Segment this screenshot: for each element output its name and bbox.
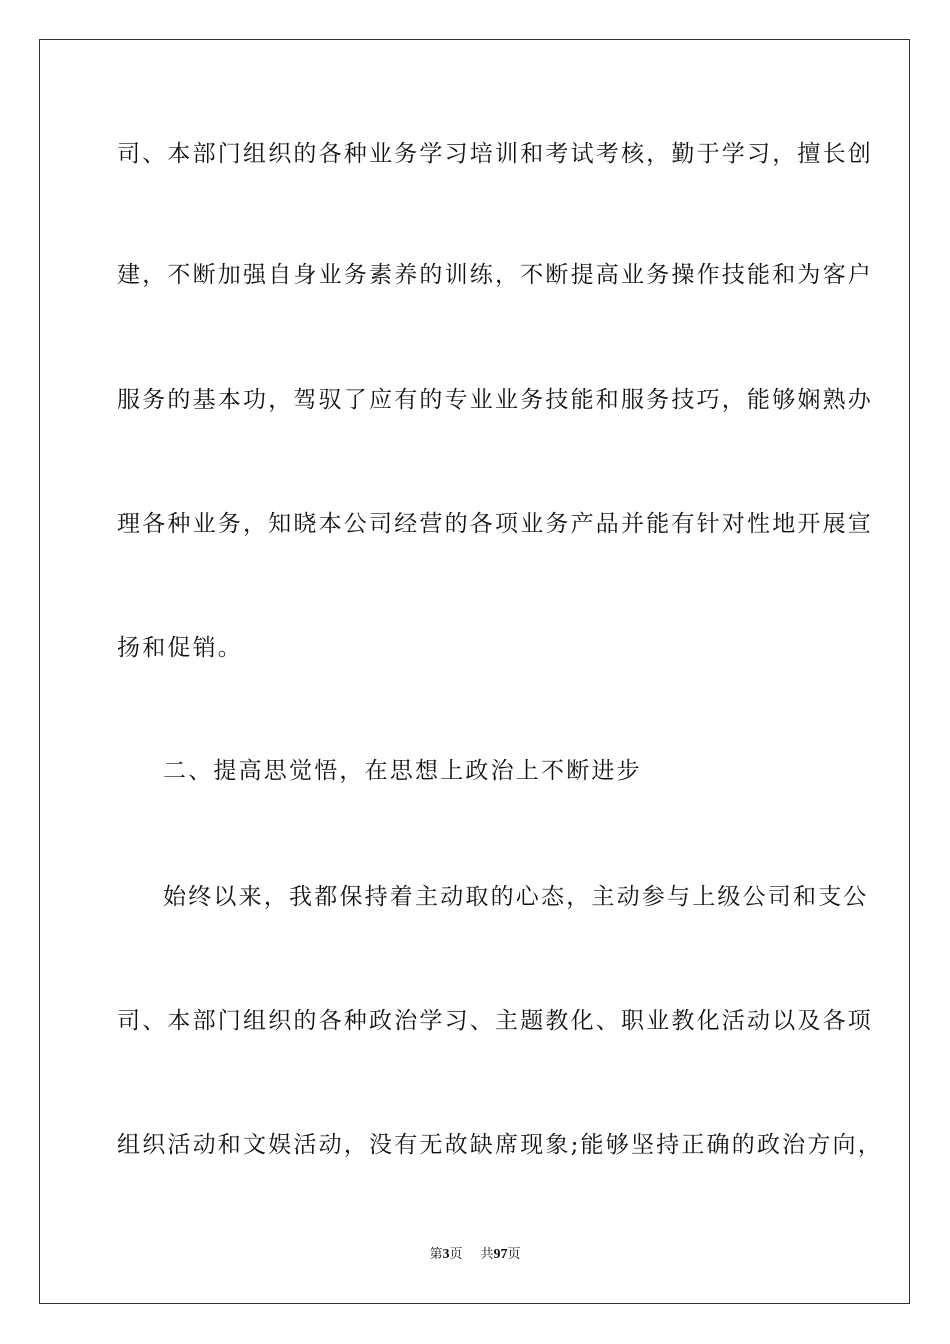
text-line-3: 服务的基本功，驾驭了应有的专业业务技能和服务技巧，能够娴熟办 [117, 387, 873, 413]
total-pages: 97 [493, 1247, 508, 1262]
text-line-7: 始终以来，我都保持着主动取的心态，主动参与上级公司和支公 [163, 884, 869, 910]
total-prefix: 共 [480, 1247, 494, 1262]
page-footer [0, 1246, 950, 1264]
total-suffix: 页 [507, 1247, 521, 1262]
page-border [39, 39, 910, 1304]
text-line-9: 组织活动和文娱活动，没有无故缺席现象;能够坚持正确的政治方向， [117, 1132, 883, 1158]
section-heading: 二、提高思觉悟，在思想上政治上不断进步 [163, 758, 642, 784]
page-suffix: 页 [449, 1247, 463, 1262]
text-line-8: 司、本部门组织的各种政治学习、主题教化、职业教化活动以及各项 [117, 1008, 873, 1034]
text-line-1: 司、本部门组织的各种业务学习培训和考试考核，勤于学习，擅长创 [117, 141, 873, 167]
text-line-2: 建，不断加强自身业务素养的训练，不断提高业务操作技能和为客户 [117, 262, 873, 288]
text-line-4: 理各种业务，知晓本公司经营的各项业务产品并能有针对性地开展宣 [117, 511, 873, 537]
page-number: 3 [442, 1247, 450, 1262]
text-line-5: 扬和促销。 [117, 635, 243, 661]
page-prefix: 第 [429, 1247, 443, 1262]
